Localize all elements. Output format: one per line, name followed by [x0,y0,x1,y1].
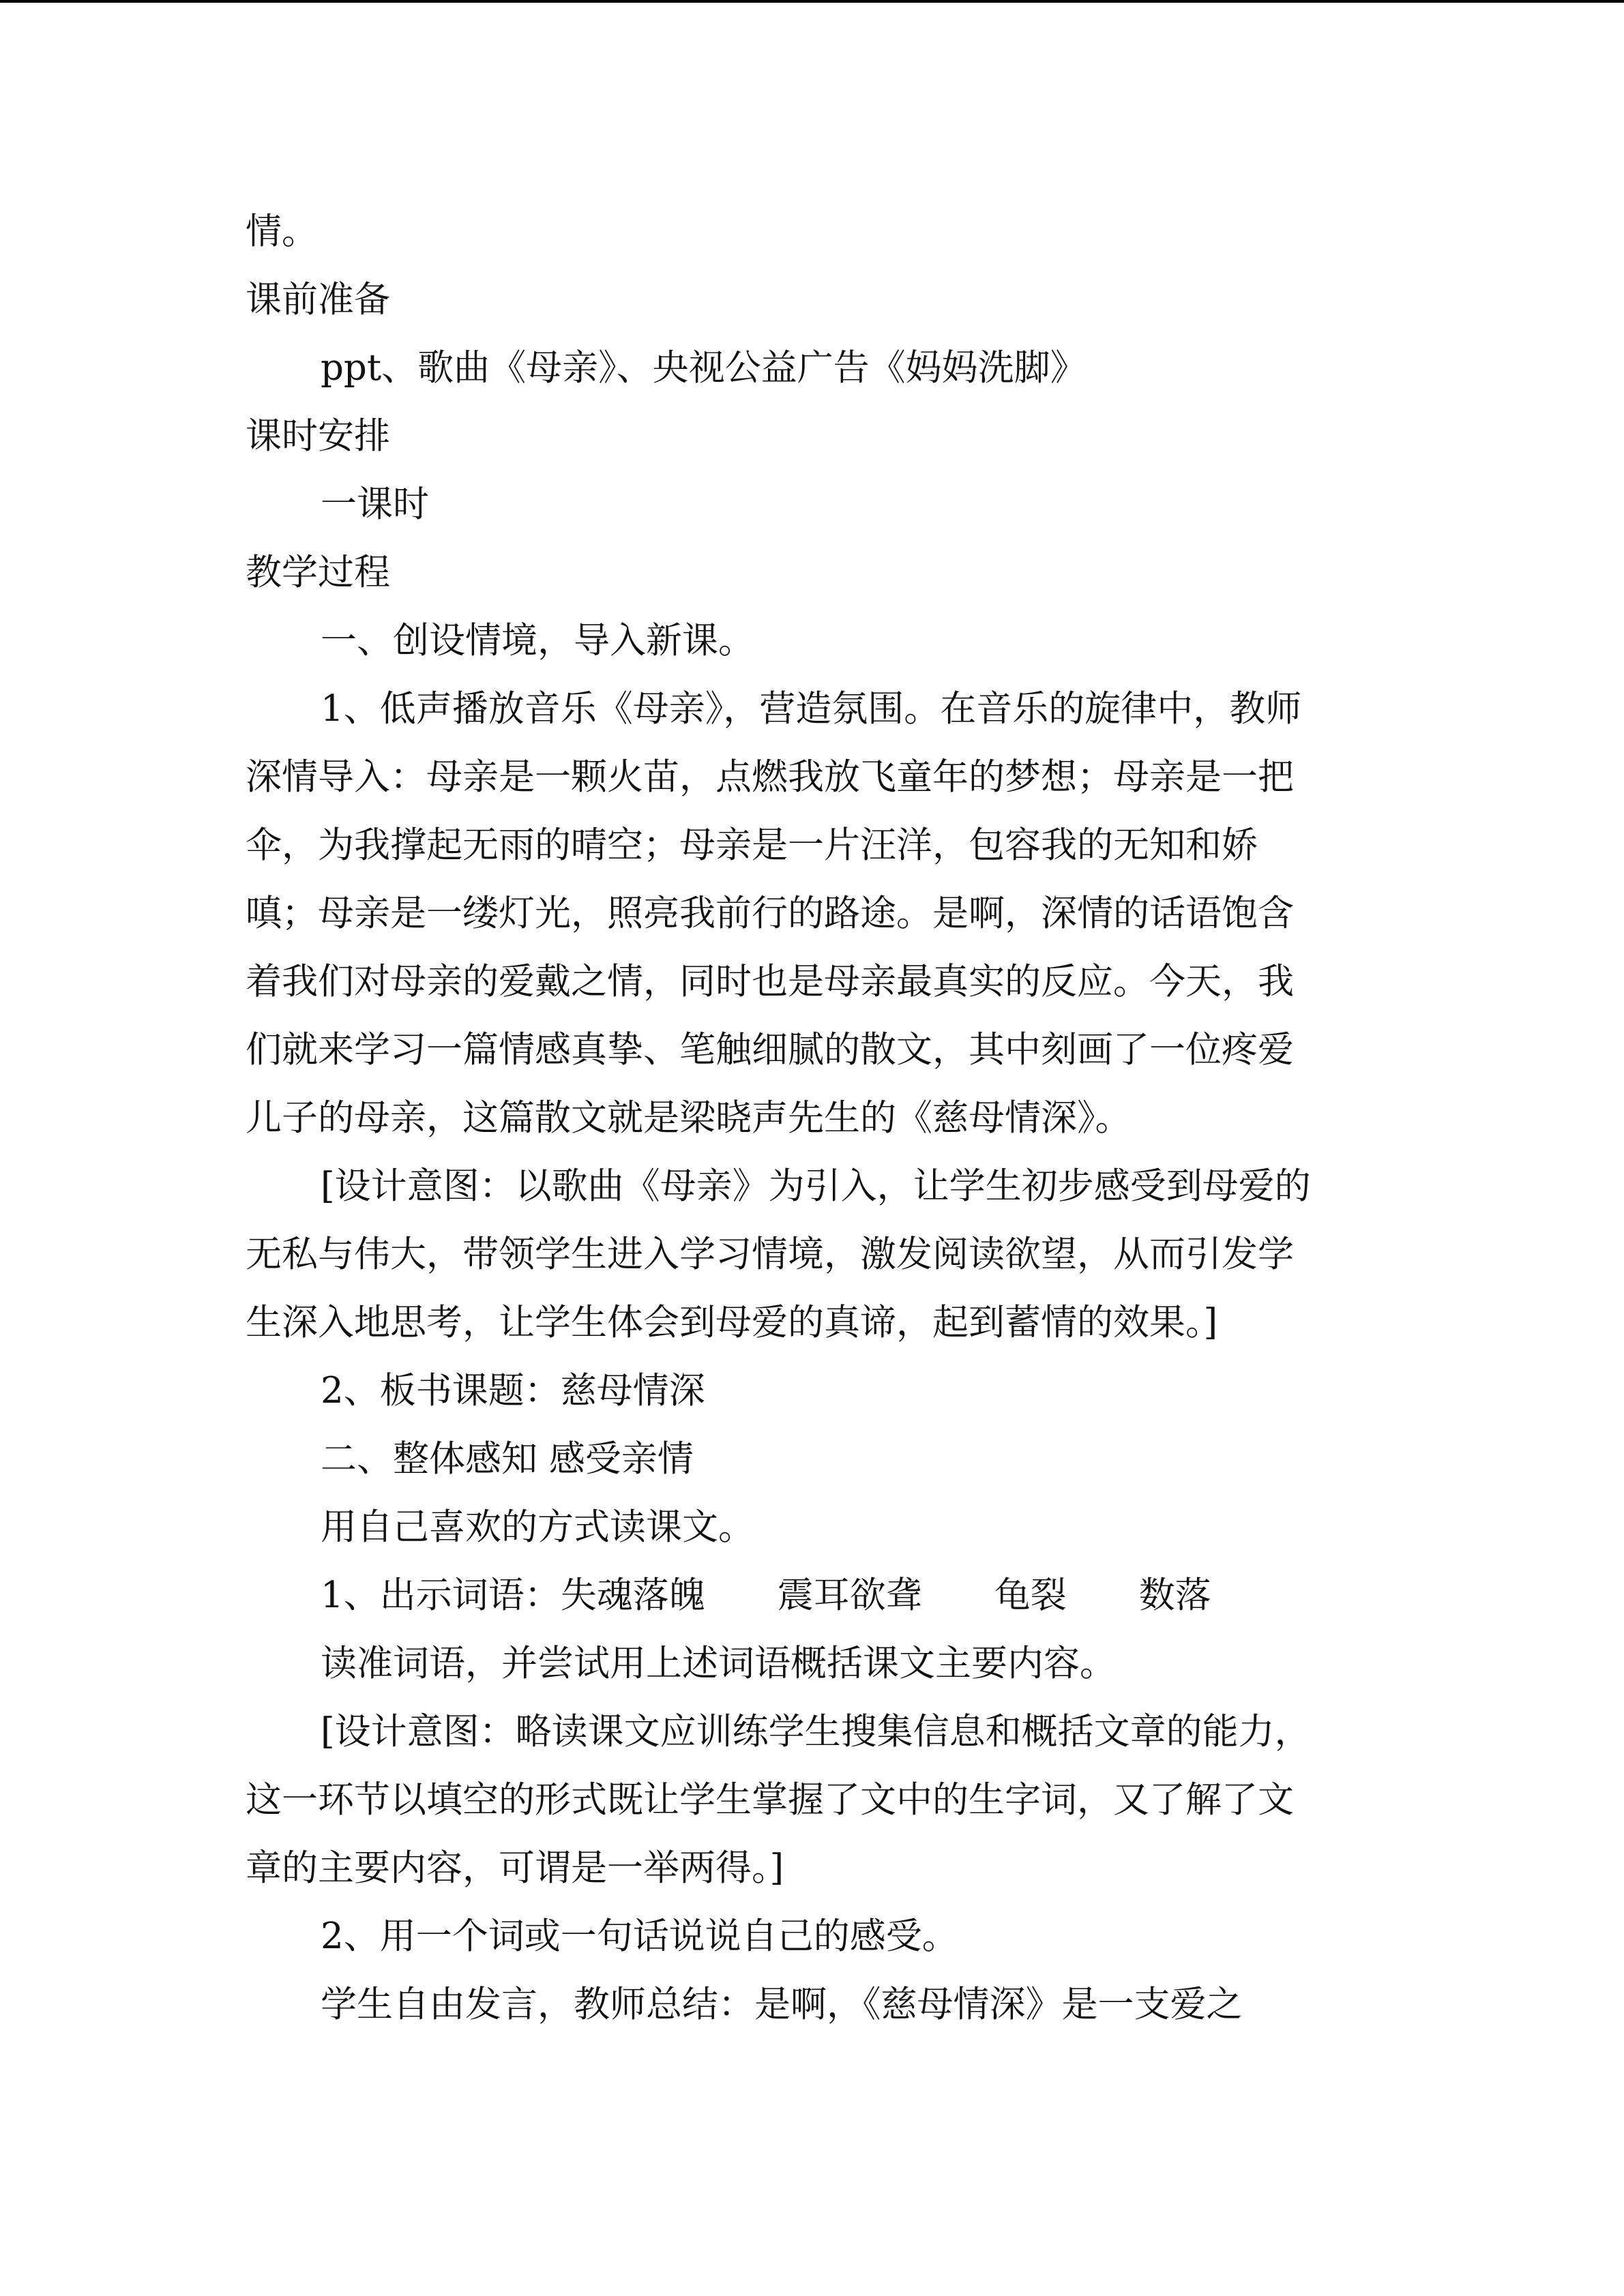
text-line: 伞，为我撑起无雨的晴空；母亲是一片汪洋，包容我的无知和娇 [246,824,1258,866]
text-line: 2、用一个词或一句话说说自己的感受。 [321,1915,958,1957]
section-heading: 教学过程 [246,552,390,593]
text-line: [设计意图：以歌曲《母亲》为引入，让学生初步感受到母爱的 [321,1165,1311,1207]
text-line: 生深入地思考，让学生体会到母爱的真谛，起到蓄情的效果。] [246,1302,1218,1343]
section-heading: 课时安排 [246,415,390,457]
text-line: 1、低声播放音乐《母亲》，营造氛围。在音乐的旋律中，教师 [321,688,1302,730]
page-top-border [0,0,1624,3]
text-line: [设计意图：略读课文应训练学生搜集信息和概括文章的能力， [321,1711,1311,1753]
text-line: 读准词语，并尝试用上述词语概括课文主要内容。 [321,1643,1116,1684]
text-line: 2、板书课题：慈母情深 [321,1370,705,1412]
text-line: 情。 [246,211,318,252]
text-line: 们就来学习一篇情感真挚、笔触细腻的散文，其中刻画了一位疼爱 [246,1029,1294,1071]
text-line: 1、出示词语：失魂落魄 震耳欲聋 龟裂 数落 [321,1575,1211,1616]
text-line: 二、整体感知 感受亲情 [321,1438,694,1480]
text-line: 章的主要内容，可谓是一举两得。] [246,1847,784,1889]
text-line: 一、创设情境，导入新课。 [321,620,754,661]
text-line: 无私与伟大，带领学生进入学习情境，激发阅读欲望，从而引发学 [246,1234,1294,1275]
text-line: 学生自由发言，教师总结：是啊，《慈母情深》是一支爱之 [321,1984,1243,2025]
text-line: 儿子的母亲，这篇散文就是梁晓声先生的《慈母情深》。 [246,1097,1132,1139]
document-body [246,198,1398,2039]
text-line: 这一环节以填空的形式既让学生掌握了文中的生字词，又了解了文 [246,1779,1294,1821]
text-line: ppt、歌曲《母亲》、央视公益广告《妈妈洗脚》 [321,347,1087,389]
text-line: 着我们对母亲的爱戴之情，同时也是母亲最真实的反应。今天，我 [246,961,1294,1002]
text-line: 用自己喜欢的方式读课文。 [321,1506,754,1548]
text-line: 一课时 [321,483,429,525]
text-line: 深情导入：母亲是一颗火苗，点燃我放飞童年的梦想；母亲是一把 [246,756,1294,798]
text-line: 嗔；母亲是一缕灯光，照亮我前行的路途。是啊，深情的话语饱含 [246,893,1294,934]
section-heading: 课前准备 [246,279,390,320]
